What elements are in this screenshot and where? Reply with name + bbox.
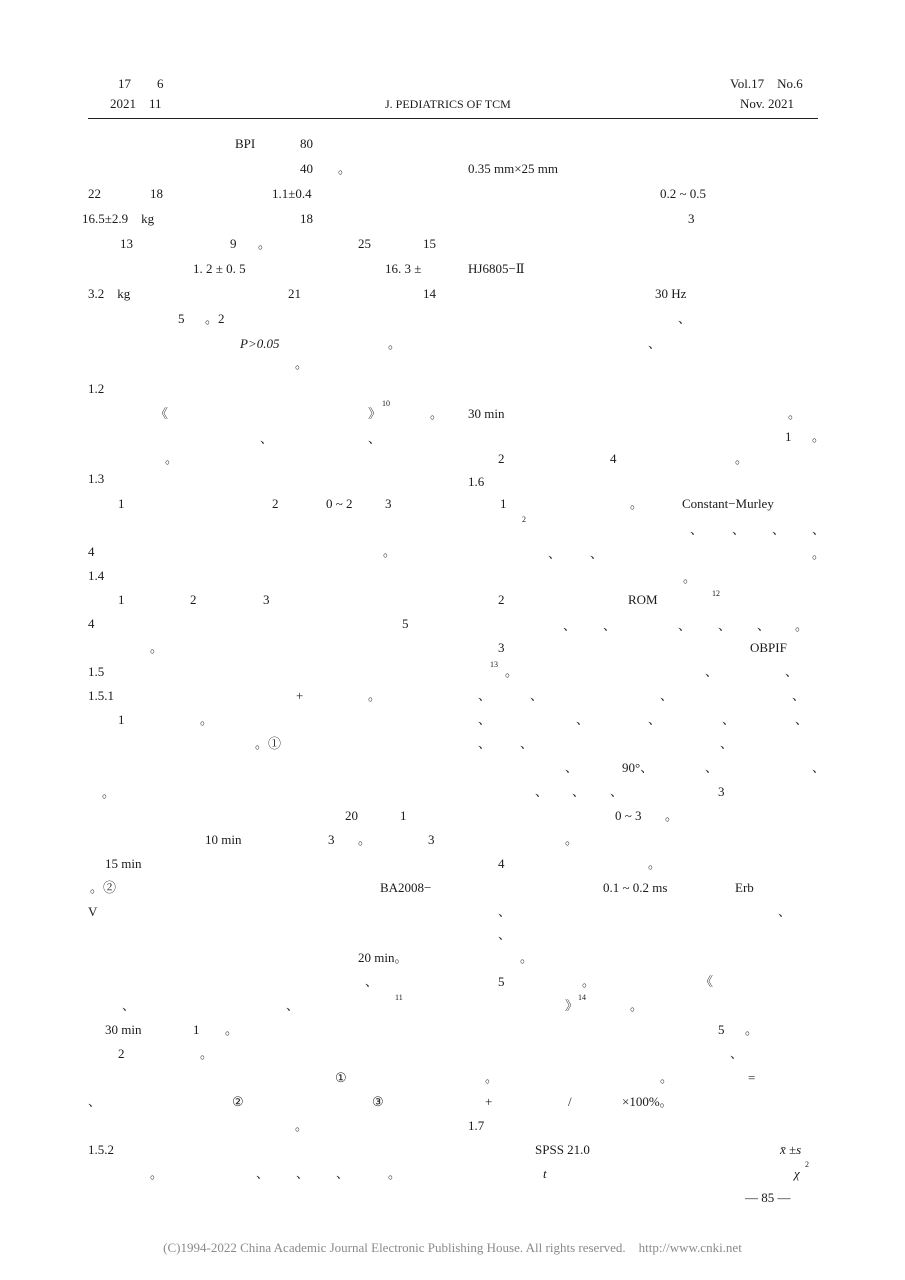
text-fragment: 、: [718, 618, 732, 633]
text-fragment: 、: [498, 904, 512, 919]
text-fragment: 1: [118, 592, 125, 607]
text-fragment: 、: [478, 736, 492, 751]
text-fragment: 。: [485, 1070, 499, 1085]
text-fragment: 18: [300, 211, 313, 226]
text-fragment: 、: [778, 904, 792, 919]
text-fragment: 。2: [205, 311, 225, 326]
text-fragment: 。: [258, 236, 272, 251]
section-heading: 1.5: [88, 664, 105, 679]
text-fragment: 3.2 kg: [88, 286, 131, 301]
text-fragment: 。: [358, 832, 372, 847]
text-fragment: 、: [563, 618, 577, 633]
text-fragment: ③: [372, 1094, 384, 1109]
text-fragment: 20: [345, 808, 358, 823]
text-fragment: 、: [530, 688, 544, 703]
text-fragment: 0.2 ~ 0.5: [660, 186, 707, 201]
text-fragment: 。: [200, 712, 214, 727]
text-fragment: 。: [225, 1022, 239, 1037]
text-fragment: 、: [705, 760, 719, 775]
text-fragment: 、: [610, 784, 624, 799]
text-fragment: 、: [478, 712, 492, 727]
text-fragment: 《: [700, 974, 714, 989]
text-fragment: 。: [165, 451, 179, 466]
text-fragment: 、: [722, 712, 736, 727]
text-fragment: 5: [718, 1022, 725, 1037]
text-fragment: 、: [565, 760, 579, 775]
text-fragment: 。: [630, 496, 644, 511]
text-fragment: 、: [286, 998, 300, 1013]
text-fragment: 。: [383, 544, 397, 559]
text-fragment: 2: [498, 592, 505, 607]
citation-superscript: 12: [712, 589, 720, 598]
text-fragment: 、: [757, 618, 771, 633]
text-fragment: 3: [718, 784, 725, 799]
text-fragment: 1.1±0.4: [272, 186, 312, 201]
t-test-symbol: t: [543, 1166, 547, 1181]
section-heading: 1.5.2: [88, 1142, 114, 1157]
text-fragment: 5: [178, 311, 185, 326]
text-fragment: 。: [812, 429, 826, 444]
citation-superscript: 13: [490, 660, 498, 669]
citation-superscript: 10: [382, 399, 390, 408]
text-fragment: 3: [498, 640, 505, 655]
text-fragment: 1: [785, 429, 792, 444]
section-heading: 1.2: [88, 381, 105, 396]
chi-square-symbol: χ: [794, 1166, 800, 1181]
header-date-en: Nov. 2021: [740, 96, 795, 111]
text-fragment: 、: [260, 431, 274, 446]
text-fragment: 、: [648, 336, 662, 351]
text-fragment: 5: [498, 974, 505, 989]
text-fragment: 25: [358, 236, 371, 251]
text-fragment: 。: [150, 1166, 164, 1181]
text-fragment: =: [748, 1070, 756, 1085]
text-fragment: 。: [520, 950, 534, 965]
text-fragment: 。: [812, 546, 826, 561]
text-fragment: 3: [328, 832, 335, 847]
text-fragment: 、: [365, 974, 379, 989]
text-fragment: ROM: [628, 592, 658, 607]
text-fragment: 9: [230, 236, 237, 251]
text-fragment: 20 min。: [358, 950, 408, 965]
section-heading: 1.7: [468, 1118, 485, 1133]
text-fragment: 、: [730, 1046, 744, 1061]
text-fragment: 。: [795, 618, 809, 633]
text-fragment: 。: [388, 1166, 402, 1181]
header-issue-cn: 17 6: [118, 76, 164, 91]
text-fragment: 、: [705, 664, 719, 679]
chi-square-exponent: 2: [805, 1160, 809, 1169]
text-fragment: 30 min: [105, 1022, 142, 1037]
text-fragment: BA2008−: [380, 880, 432, 895]
text-fragment: 18: [150, 186, 163, 201]
text-fragment: ②: [232, 1094, 244, 1109]
text-fragment: 1: [500, 496, 507, 511]
text-fragment: 。: [200, 1046, 214, 1061]
text-fragment: 。: [630, 998, 644, 1013]
text-fragment: 、: [792, 688, 806, 703]
text-fragment: 。: [660, 1070, 674, 1085]
text-fragment: /: [568, 1094, 572, 1109]
text-fragment: 。: [338, 161, 352, 176]
text-fragment: 。: [102, 785, 116, 800]
text-fragment: 、: [812, 760, 826, 775]
text-fragment: 16. 3 ±: [385, 261, 422, 276]
text-fragment: 0 ~ 3: [615, 808, 642, 823]
text-fragment: 22: [88, 186, 101, 201]
text-fragment: 、: [548, 546, 562, 561]
text-fragment: 3: [385, 496, 392, 511]
text-fragment: Erb: [735, 880, 754, 895]
text-fragment: 。: [430, 406, 444, 421]
text-fragment: 1: [118, 712, 125, 727]
section-heading: 1.6: [468, 474, 485, 489]
text-fragment: 、: [256, 1166, 270, 1181]
p-value: P>0.05: [240, 336, 280, 351]
text-fragment: 5: [402, 616, 409, 631]
text-fragment: 、: [590, 546, 604, 561]
text-fragment: 。: [505, 664, 519, 679]
text-fragment: 、: [660, 688, 674, 703]
text-fragment: 、: [122, 998, 136, 1013]
text-fragment: 。: [582, 974, 596, 989]
text-fragment: 15 min: [105, 856, 142, 871]
text-fragment: BPI: [235, 136, 256, 151]
text-fragment: 13: [120, 236, 133, 251]
text-fragment: 。: [565, 832, 579, 847]
text-fragment: 、: [603, 618, 617, 633]
text-fragment: 。: [683, 570, 697, 585]
text-fragment: V: [88, 904, 98, 919]
text-fragment: 、: [336, 1166, 350, 1181]
text-fragment: 、: [648, 712, 662, 727]
text-fragment: 1. 2 ± 0. 5: [193, 261, 246, 276]
text-fragment: 2: [498, 451, 505, 466]
text-fragment: 、: [535, 784, 549, 799]
text-fragment: 0.1 ~ 0.2 ms: [603, 880, 668, 895]
text-fragment: 》: [368, 406, 382, 421]
text-fragment: 、: [520, 736, 534, 751]
mean-sd-notation: x̄ ±s: [780, 1142, 802, 1157]
text-fragment: 、: [296, 1166, 310, 1181]
text-fragment: 80: [300, 136, 313, 151]
page-number: — 85 —: [745, 1190, 791, 1205]
text-fragment: ×100%。: [622, 1094, 673, 1109]
text-fragment: 、: [88, 1094, 102, 1109]
text-fragment: 、: [812, 522, 826, 537]
text-fragment: 。: [368, 688, 382, 703]
text-fragment: 》: [565, 998, 579, 1013]
text-fragment: 。: [788, 406, 802, 421]
text-fragment: 3: [263, 592, 270, 607]
text-fragment: 16.5±2.9 kg: [82, 211, 155, 226]
text-fragment: 。: [295, 356, 309, 371]
citation-superscript: 2: [522, 515, 526, 524]
text-fragment: 。: [388, 336, 402, 351]
text-fragment: Constant−Murley: [682, 496, 774, 511]
text-fragment: 、: [795, 712, 809, 727]
text-fragment: 、: [772, 522, 786, 537]
text-fragment: 2: [118, 1046, 125, 1061]
text-fragment: 21: [288, 286, 301, 301]
header-volume: Vol.17 No.6: [730, 76, 803, 91]
text-fragment: +: [485, 1094, 493, 1109]
section-heading: 1.4: [88, 568, 105, 583]
text-fragment: 《: [155, 406, 169, 421]
text-fragment: 4: [88, 616, 95, 631]
text-fragment: 。: [648, 856, 662, 871]
text-fragment: 3: [688, 211, 695, 226]
device-model: HJ6805−Ⅱ: [468, 261, 525, 276]
text-fragment: 、: [732, 522, 746, 537]
text-fragment: 、: [498, 927, 512, 942]
header-rule: [88, 118, 818, 119]
text-fragment: 、: [720, 736, 734, 751]
text-fragment: 、: [678, 311, 692, 326]
citation-superscript: 14: [578, 993, 586, 1002]
text-fragment: 。①: [255, 736, 282, 751]
header-date-cn: 2021 11: [110, 96, 162, 111]
text-fragment: 。②: [90, 880, 117, 895]
text-fragment: 15: [423, 236, 436, 251]
text-fragment: 。: [735, 451, 749, 466]
text-fragment: 1: [118, 496, 125, 511]
section-heading: 1.5.1: [88, 688, 114, 703]
text-fragment: 1: [400, 808, 407, 823]
text-fragment: 。: [295, 1118, 309, 1133]
text-fragment: 90°、: [622, 760, 654, 775]
software-name: SPSS 21.0: [535, 1142, 590, 1157]
text-fragment: 。: [745, 1022, 759, 1037]
text-fragment: +: [296, 688, 304, 703]
text-fragment: 3: [428, 832, 435, 847]
text-fragment: 30 min: [468, 406, 505, 421]
citation-superscript: 11: [395, 993, 403, 1002]
text-fragment: 30 Hz: [655, 286, 687, 301]
text-fragment: 2: [272, 496, 279, 511]
text-fragment: 10 min: [205, 832, 242, 847]
copyright-footer: (C)1994-2022 China Academic Journal Electronic Publishing House. All rights reserved. http://www.cnki.net: [163, 1240, 742, 1255]
text-fragment: 40: [300, 161, 313, 176]
text-fragment: 。: [665, 808, 679, 823]
text-fragment: 、: [368, 431, 382, 446]
text-fragment: 、: [478, 688, 492, 703]
text-fragment: 0 ~ 2: [326, 496, 353, 511]
text-fragment: 14: [423, 286, 436, 301]
text-fragment: 、: [785, 664, 799, 679]
text-fragment: 4: [498, 856, 505, 871]
section-heading: 1.3: [88, 471, 105, 486]
text-fragment: ①: [335, 1070, 347, 1085]
journal-title: J. PEDIATRICS OF TCM: [385, 97, 511, 111]
text-fragment: OBPIF: [750, 640, 787, 655]
text-fragment: 、: [678, 618, 692, 633]
text-fragment: 1: [193, 1022, 200, 1037]
text-fragment: 、: [690, 522, 704, 537]
text-fragment: 0.35 mm×25 mm: [468, 161, 559, 176]
text-fragment: 、: [572, 784, 586, 799]
text-fragment: 、: [576, 712, 590, 727]
text-fragment: 。: [150, 640, 164, 655]
text-fragment: 2: [190, 592, 197, 607]
text-fragment: 4: [610, 451, 617, 466]
text-fragment: 4: [88, 544, 95, 559]
